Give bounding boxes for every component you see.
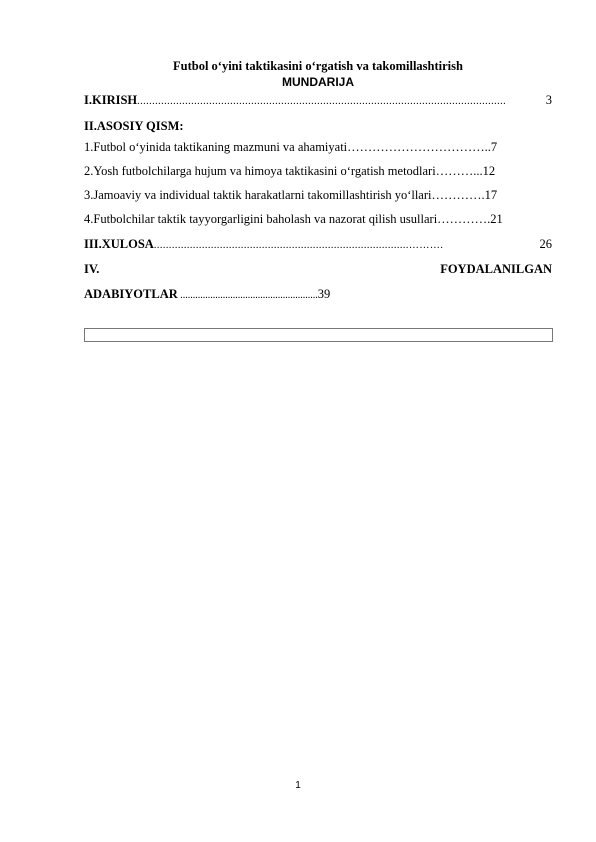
toc-entry-references-line2[interactable] bbox=[84, 287, 552, 303]
toc-leader-dots: …………………………….. bbox=[347, 140, 491, 154]
toc-entry-item-3[interactable] bbox=[84, 188, 552, 203]
toc-entry-label: 3.Jamoaviy va individual taktik harakatlarni takomillashtirish yo‘llari bbox=[84, 188, 432, 202]
toc-leader-dots: ........................................................................................................................... bbox=[137, 96, 507, 107]
toc-entry-label: 1.Futbol o‘yinida taktikaning mazmuni va ahamiyati bbox=[84, 140, 348, 154]
toc-page-number: 12 bbox=[482, 164, 496, 178]
toc-entry-label: I.KIRISH bbox=[84, 93, 138, 107]
toc-entry-intro[interactable] bbox=[84, 93, 552, 109]
toc-entry-item-2[interactable] bbox=[84, 164, 552, 179]
toc-leader-dots: …………. bbox=[431, 188, 485, 202]
toc-page-number: 26 bbox=[539, 237, 552, 251]
toc-page-number: 39 bbox=[317, 287, 331, 301]
toc-page-number: 7 bbox=[490, 140, 498, 154]
toc-page-number: 21 bbox=[490, 212, 503, 226]
toc-entry-item-4[interactable] bbox=[84, 212, 552, 227]
toc-heading: MUNDARIJA bbox=[282, 75, 354, 89]
toc-entry-label: III.XULOSA bbox=[84, 237, 154, 251]
toc-section-main-heading: II.ASOSIY QISM: bbox=[84, 119, 184, 133]
toc-leader-dots: ....................................................... bbox=[177, 290, 318, 301]
toc-entry-conclusion[interactable] bbox=[84, 237, 552, 253]
toc-leader-dots: .....................................................................................………. bbox=[153, 240, 444, 251]
toc-section-number: IV. bbox=[84, 262, 100, 276]
toc-entry-label: 4.Futbolchilar taktik tayyorgarligini baholash va nazorat qilish usullari bbox=[84, 212, 438, 226]
toc-entry-references-line1[interactable] bbox=[84, 262, 552, 277]
toc-page-number: 17 bbox=[484, 188, 498, 202]
toc-leader-dots: …………. bbox=[437, 212, 491, 226]
toc-page-number: 3 bbox=[545, 93, 552, 107]
document-title: Futbol o‘yini taktikasini o‘rgatish va takomillashtirish bbox=[173, 59, 463, 73]
toc-leader-dots: ………... bbox=[435, 164, 483, 178]
toc-entry-label: FOYDALANILGAN bbox=[440, 262, 552, 276]
toc-entry-label: ADABIYOTLAR bbox=[84, 287, 178, 301]
toc-entry-label: 2.Yosh futbolchilarga hujum va himoya taktikasini o‘rgatish metodlari bbox=[84, 164, 436, 178]
empty-text-box bbox=[84, 328, 553, 342]
toc-entry-item-1[interactable] bbox=[84, 140, 552, 155]
page-number: 1 bbox=[295, 780, 301, 791]
